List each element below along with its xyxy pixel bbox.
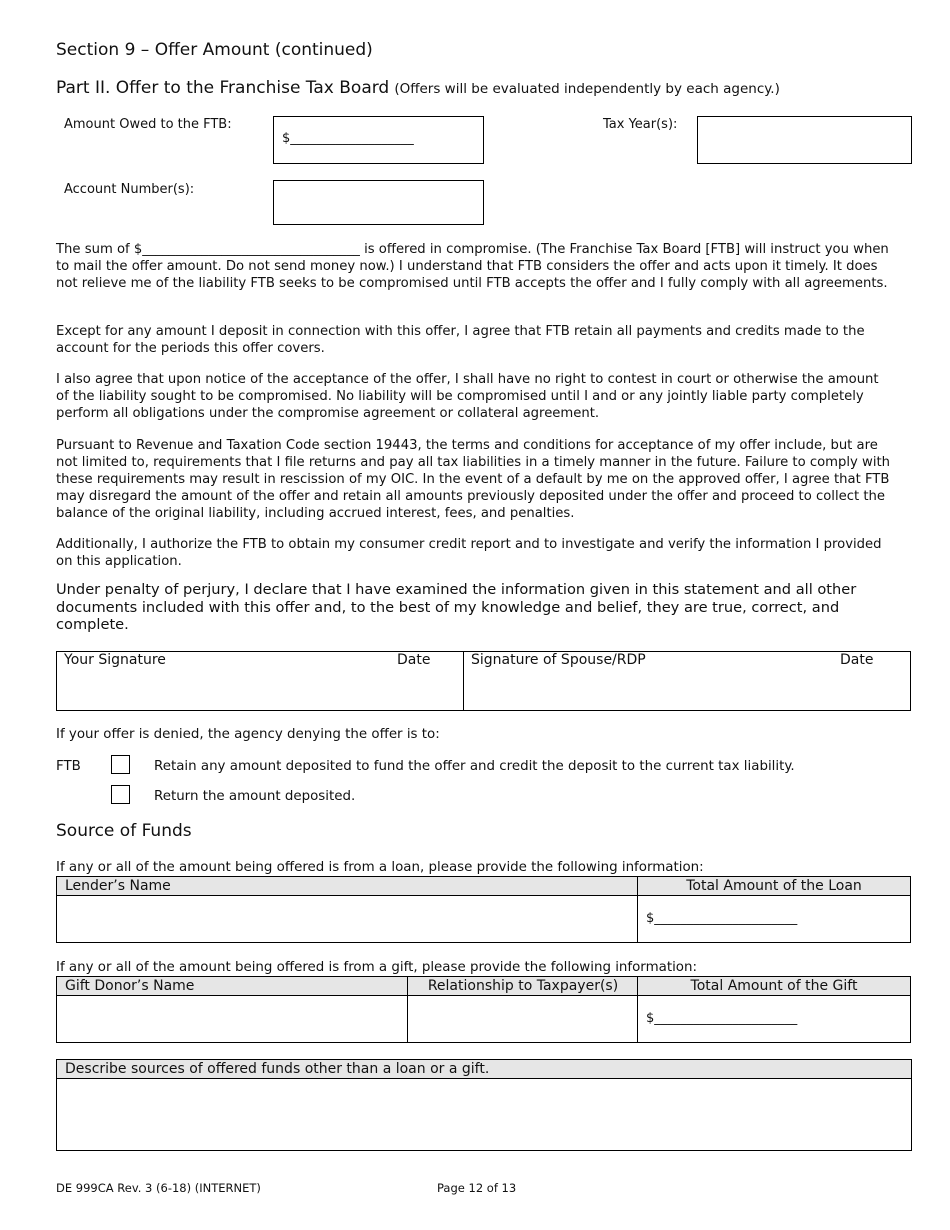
gift-intro: If any or all of the amount being offered is from a gift, please provide the following information:: [56, 960, 697, 975]
loan-col-divider: [637, 877, 638, 942]
loan-amount-field[interactable]: $______________________: [646, 911, 798, 926]
loan-table: [56, 876, 911, 943]
source-of-funds-title: Source of Funds: [56, 821, 192, 841]
gift-col-divider-2: [637, 977, 638, 1042]
account-numbers-field[interactable]: [273, 180, 484, 225]
return-deposit-checkbox[interactable]: [111, 785, 130, 804]
relationship-field[interactable]: [409, 998, 635, 1040]
spouse-signature-label: Signature of Spouse/RDP: [471, 652, 646, 668]
lender-name-field[interactable]: [59, 898, 635, 940]
retain-deposit-checkbox[interactable]: [111, 755, 130, 774]
loan-total-header: Total Amount of the Loan: [686, 878, 862, 894]
gift-amount-field[interactable]: $______________________: [646, 1011, 798, 1026]
your-signature-field[interactable]: [64, 672, 459, 708]
lender-name-header: Lender’s Name: [65, 878, 171, 894]
spouse-signature-field[interactable]: [470, 672, 906, 708]
account-numbers-label: Account Number(s):: [64, 182, 195, 197]
part-title: Part II. Offer to the Franchise Tax Board: [56, 78, 390, 98]
denied-intro: If your offer is denied, the agency denying the offer is to:: [56, 727, 440, 742]
spouse-signature-date-label: Date: [840, 652, 874, 668]
tax-years-label: Tax Year(s):: [603, 117, 678, 132]
page-number: Page 12 of 13: [437, 1181, 517, 1195]
gift-table: [56, 976, 911, 1043]
your-signature-label: Your Signature: [64, 652, 166, 668]
part-heading: [56, 78, 780, 98]
offer-sum-blank[interactable]: _________________________________: [142, 242, 360, 257]
section-title: Section 9 – Offer Amount (continued): [56, 40, 373, 60]
amount-owed-field[interactable]: [273, 116, 484, 164]
gift-donor-header: Gift Donor’s Name: [65, 978, 195, 994]
agency-label: FTB: [56, 759, 81, 774]
your-signature-date-label: Date: [397, 652, 431, 668]
relationship-header: Relationship to Taxpayer(s): [427, 978, 619, 994]
loan-intro: If any or all of the amount being offered is from a loan, please provide the following information:: [56, 860, 704, 875]
gift-col-divider-1: [407, 977, 408, 1042]
offer-sum-prefix: The sum of $: [56, 242, 143, 257]
form-id: DE 999CA Rev. 3 (6-18) (INTERNET): [56, 1181, 261, 1195]
other-sources-table: [56, 1059, 912, 1151]
return-deposit-label: Return the amount deposited.: [154, 789, 356, 804]
other-sources-field[interactable]: [59, 1081, 909, 1148]
tax-years-field[interactable]: [697, 116, 912, 164]
offer-sum-paragraph: [56, 241, 894, 292]
gift-donor-field[interactable]: [59, 998, 405, 1040]
terms-paragraph: Pursuant to Revenue and Taxation Code section 19443, the terms and conditions for acceptance of my offer include, but are not limited to, requirements that I file returns and pay all tax liabilities in a timely manner in the future. Failure to comply with these requirements may result in rescission of my OIC. In the event of a default by me on the approved offer, I agree that FTB may disregard the amount of the offer and retain all amounts previously deposited under the offer and proceed to collect the balance of the original liability, including accrued interest, fees, and penalties.: [56, 438, 891, 521]
perjury-declaration: Under penalty of perjury, I declare that I have examined the information given in this statement and all other documents included with this offer and, to the best of my knowledge and belief, they are true, correct, and complete.: [56, 581, 857, 633]
credit-authorization-paragraph: Additionally, I authorize the FTB to obtain my consumer credit report and to investigate and verify the information I provided on this application.: [56, 537, 882, 569]
payments-paragraph: Except for any amount I deposit in connection with this offer, I agree that FTB retain all payments and credits made to the account for the periods this offer covers.: [56, 324, 865, 356]
gift-total-header: Total Amount of the Gift: [690, 978, 858, 994]
retain-deposit-label: Retain any amount deposited to fund the offer and credit the deposit to the current tax liability.: [154, 759, 795, 774]
part-subtitle: (Offers will be evaluated independently by each agency.): [394, 81, 780, 97]
acceptance-paragraph: I also agree that upon notice of the acceptance of the offer, I shall have no right to contest in court or otherwise the amount of the liability sought to be compromised. No liability will be compromised until I and or any jointly liable party completely perform all obligations under the compromise agreement or collateral agreement.: [56, 372, 879, 421]
amount-owed-value: $___________________: [282, 131, 414, 146]
offer-sum-text: is offered in compromise. (The Franchise Tax Board [FTB] will instruct you when to mail the offer amount. Do not send money now.) I understand that FTB considers the offer and acts upon it timely. It does not relieve me of the liability FTB seeks to be compromised until FTB accepts the offer and I fully comply with all agreements.: [56, 242, 889, 291]
amount-owed-label: Amount Owed to the FTB:: [64, 117, 232, 132]
signature-divider: [463, 651, 464, 711]
other-sources-header: Describe sources of offered funds other than a loan or a gift.: [65, 1061, 490, 1077]
